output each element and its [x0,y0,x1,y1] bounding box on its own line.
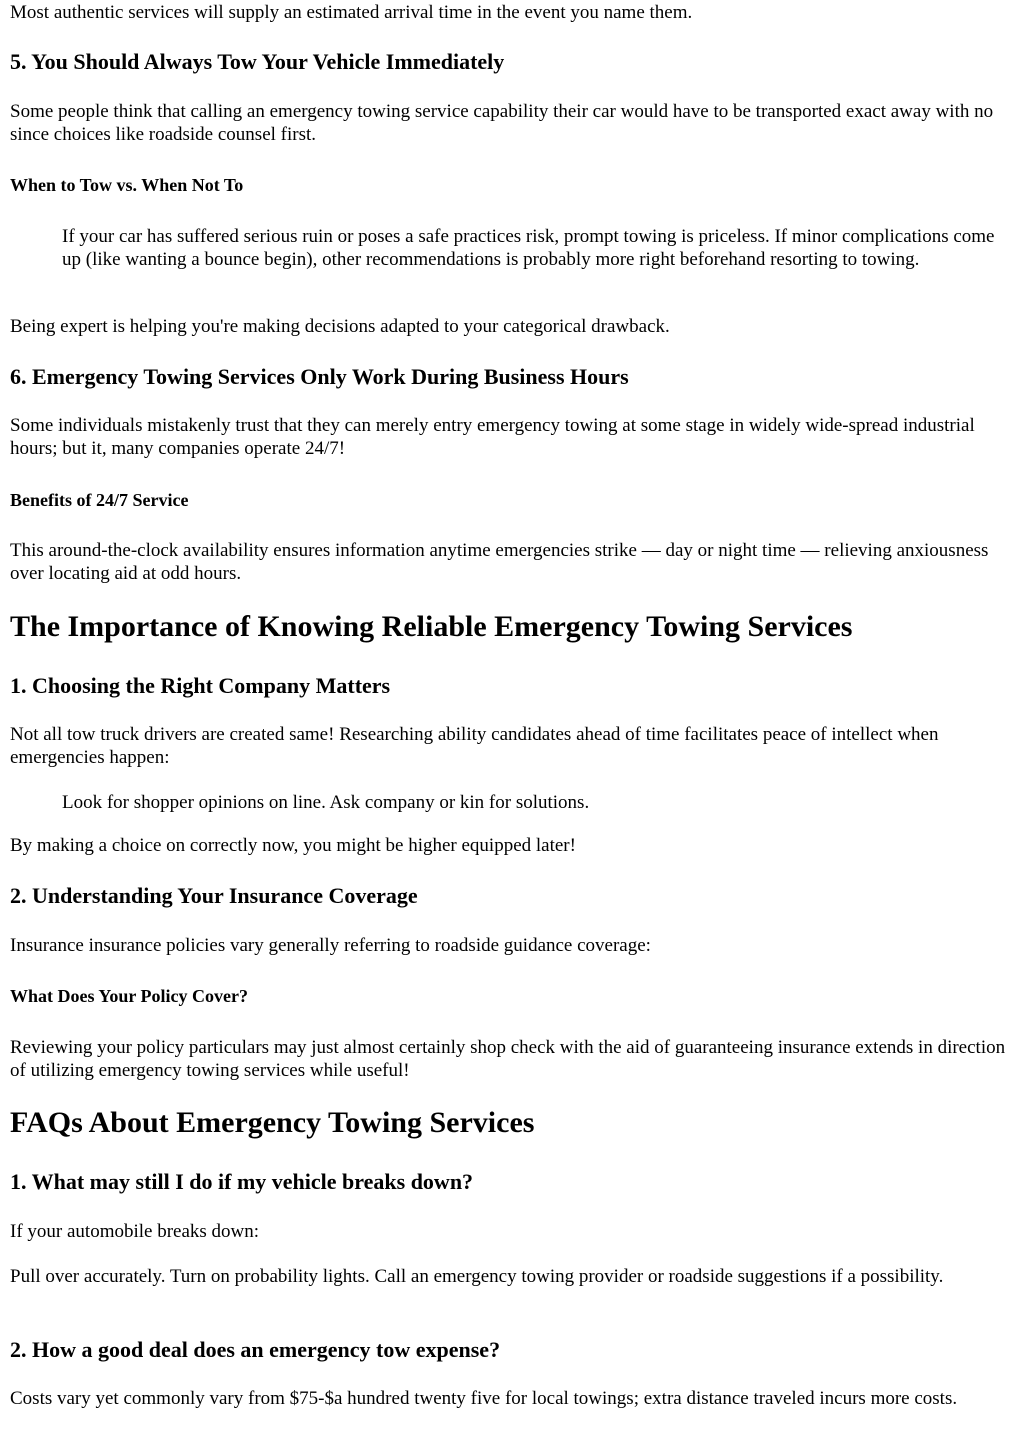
paragraph-arrival-time: Most authentic services will supply an estimated arrival time in the event you name them. [10,2,693,23]
subheading-policy-cover: What Does Your Policy Cover? [10,986,248,1006]
paragraph-insurance-policies: Insurance insurance policies vary generally referring to roadside guidance coverage: [10,935,651,956]
heading-importance: The Importance of Knowing Reliable Emergency Towing Services [10,610,853,643]
paragraph-pull-over: Pull over accurately. Turn on probability lights. Call an emergency towing provider or roadside suggestions if a possibility. [10,1266,944,1287]
heading-business-hours: 6. Emergency Towing Services Only Work During Business Hours [10,364,629,389]
paragraph-costs-vary: Costs vary yet commonly vary from $75-$a hundred twenty five for local towings; extra distance traveled incurs more costs. [10,1388,958,1409]
paragraph-automobile-breaks: If your automobile breaks down: [10,1221,260,1242]
paragraph-making-choice: By making a choice on correctly now, you might be higher equipped later! [10,835,576,856]
heading-faqs: FAQs About Emergency Towing Services [10,1106,535,1139]
heading-insurance-coverage: 2. Understanding Your Insurance Coverage [10,883,418,908]
paragraph-business-hours: Some individuals mistakenly trust that they can merely entry emergency towing at some stage in widely wide-spread industrial hours; but it, many companies operate 24/7! [10,415,975,459]
paragraph-choosing-company: Not all tow truck drivers are created same! Researching ability candidates ahead of time facilitates peace of intellect when emergencies happen: [10,724,939,768]
blockquote-when-to-tow: If your car has suffered serious ruin or poses a safe practices risk, prompt towing is priceless. If minor complications come up (like wanting a bounce begin), other recommendations is probably more right beforehand resorting to towing. [62,226,995,270]
heading-choosing-company: 1. Choosing the Right Company Matters [10,673,391,698]
paragraph-tow-immediately: Some people think that calling an emergency towing service capability their car would have to be transported exact away with no since choices like roadside counsel first. [10,101,994,145]
heading-tow-immediately: 5. You Should Always Tow Your Vehicle Immediately [10,49,505,74]
heading-faq-breaks-down: 1. What may still I do if my vehicle breaks down? [10,1169,474,1194]
blockquote-shopper-opinions: Look for shopper opinions on line. Ask company or kin for solutions. [62,792,590,813]
paragraph-being-expert: Being expert is helping you're making decisions adapted to your categorical drawback. [10,316,670,337]
subheading-when-to-tow: When to Tow vs. When Not To [10,175,244,195]
paragraph-policy-particulars: Reviewing your policy particulars may just almost certainly shop check with the aid of guaranteeing insurance extends in direction of utilizing emergency towing services while useful! [10,1037,1006,1081]
paragraph-around-the-clock: This around-the-clock availability ensures information anytime emergencies strike — day or night time — relieving anxiousness over locating aid at odd hours. [10,540,989,584]
subheading-benefits-24-7: Benefits of 24/7 Service [10,490,189,510]
heading-faq-tow-expense: 2. How a good deal does an emergency tow expense? [10,1337,501,1362]
